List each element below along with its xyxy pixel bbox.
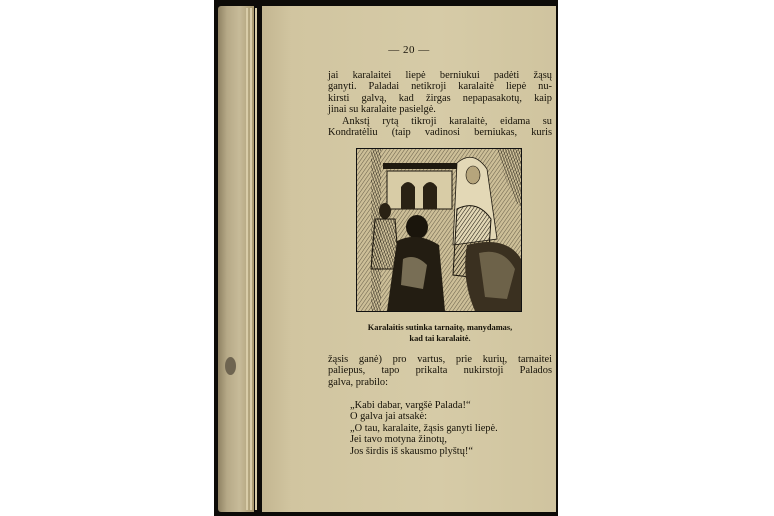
paragraph-3: [328, 354, 552, 388]
page-edge: [250, 8, 252, 510]
text-line: Kondratėliu (taip vadinosi berniukas, kuris: [328, 127, 552, 139]
text-line: jai karalaitei liepė berniukui padėti žąsų: [328, 70, 552, 81]
verse-line: O galva jai atsakė:: [350, 411, 428, 423]
page-edge: [246, 8, 248, 510]
text-line: kirsti galvą, kad žirgas nepapasakotų, kaip: [328, 92, 552, 104]
verse-line: „Kabi dabar, vargšė Palada!“: [350, 400, 471, 411]
caption-line: kad tai karalaitė.: [409, 333, 471, 343]
verse-line: „O tau, karalaite, žąsis ganyti liepė.: [350, 422, 498, 434]
text-line: jinai su karalaite pasielgė.: [328, 104, 436, 116]
binding-hole: [225, 357, 236, 375]
text-line: paliepus, tapo prikalta nukirstoji Palados: [328, 365, 552, 377]
text-line: Ankstį rytą tikroji karalaitė, eidama su: [342, 116, 552, 127]
illustration-caption: [328, 323, 552, 344]
text-line: galva, prabilo:: [328, 376, 389, 388]
page-edge: [255, 8, 257, 510]
paragraph-1: [328, 70, 552, 116]
book-spine: [218, 6, 254, 512]
verse-line: Jei tavo motyna žinotų,: [350, 434, 447, 446]
text-line: ganyti. Paladai netikroji karalaitė liepė nu-: [328, 81, 552, 93]
engraving-illustration: [356, 148, 522, 312]
caption-line: Karalaitis sutinka tarnaitę, manydamas,: [367, 323, 513, 332]
book-page: [262, 6, 556, 512]
page-number: — 20 —: [388, 44, 430, 56]
verse-line: Jos širdis iš skausmo plyštų!“: [350, 445, 473, 457]
verse-block: [350, 400, 498, 457]
paragraph-2: [328, 116, 552, 139]
text-line: žąsis ganė) pro vartus, prie kurių, tarnaitei: [328, 354, 552, 365]
